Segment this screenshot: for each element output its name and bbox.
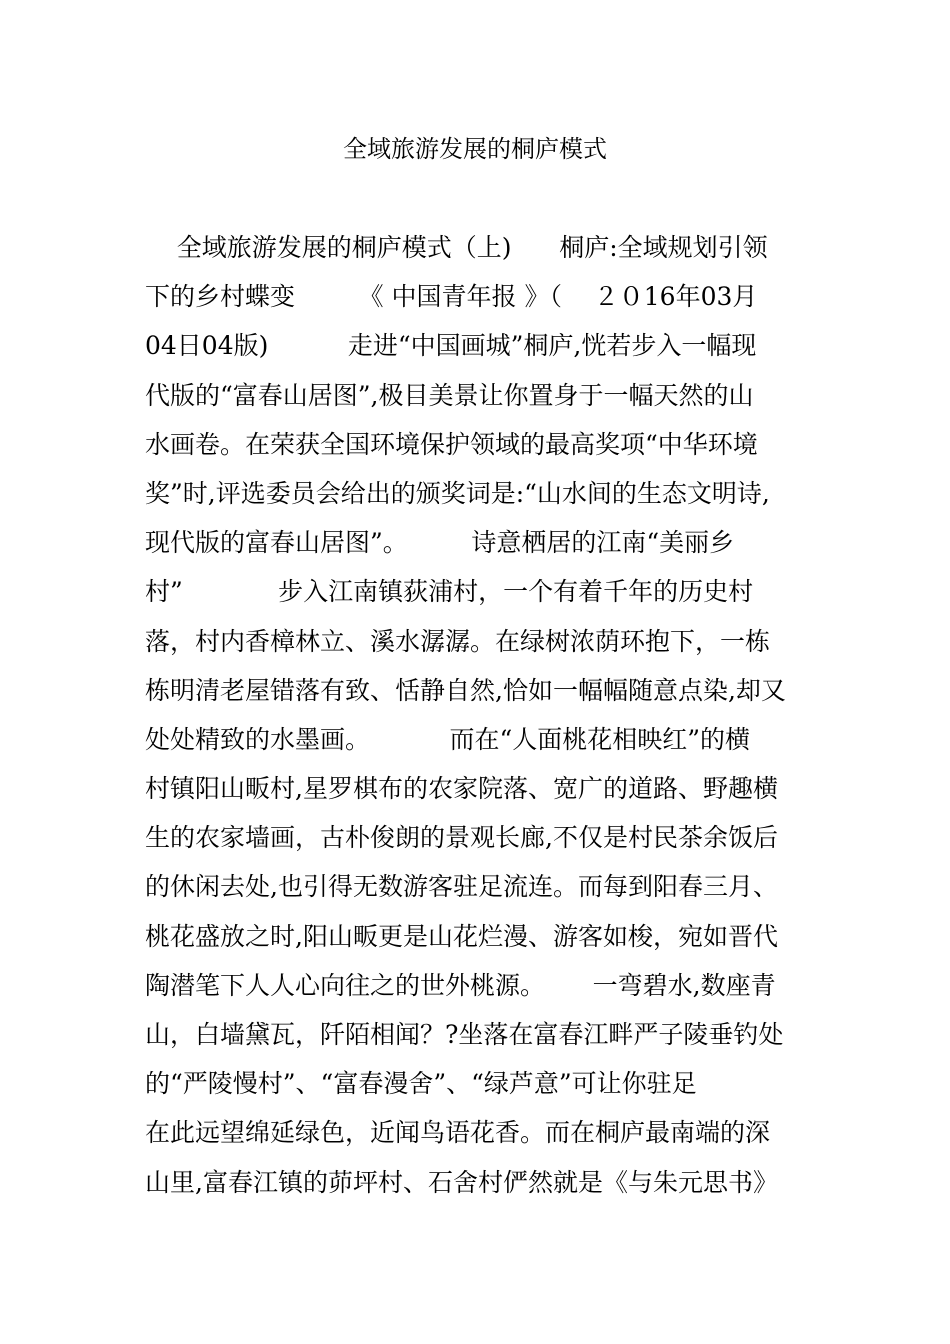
body-line: 山里,富春江镇的茆坪村、石舍村俨然就是《与朱元思书》 bbox=[145, 1167, 778, 1197]
body-line: 村镇阳山畈村,星罗棋布的农家院落、宽广的道路、野趣横 bbox=[145, 774, 778, 804]
body-line: 的“严陵慢村”、“富春漫舍”、“绿芦意”可让你驻足 bbox=[145, 1069, 697, 1099]
body-line: 山，白墙黛瓦，阡陌相闻？?坐落在富春江畔严子陵垂钓处 bbox=[145, 1020, 784, 1049]
body-line: 04日04版) 走进“中国画城”桐庐,恍若步入一幅现 bbox=[145, 331, 757, 361]
body-line: 村” 步入江南镇荻浦村，一个有着千年的历史村 bbox=[145, 577, 754, 607]
document-title: 全域旅游发展的桐庐模式 bbox=[343, 135, 607, 163]
body-line: 全域旅游发展的桐庐模式（上) 桐庐:全域规划引领 bbox=[145, 233, 768, 262]
body-line: 在此远望绵延绿色，近闻鸟语花香。而在桐庐最南端的深 bbox=[145, 1118, 771, 1148]
body-line: 的休闲去处,也引得无数游客驻足流连。而每到阳春三月、 bbox=[145, 872, 778, 902]
body-line: 生的农家墙画，古朴俊朗的景观长廊,不仅是村民茶余饭后 bbox=[145, 823, 778, 853]
body-line: 陶潜笔下人人心向往之的世外桃源。 一弯碧水,数座青 bbox=[145, 970, 776, 1000]
body-line: 桃花盛放之时,阳山畈更是山花烂漫、游客如梭，宛如晋代 bbox=[145, 921, 778, 951]
body-line: 奖”时,评选委员会给出的颁奖词是:“山水间的生态文明诗, bbox=[145, 478, 770, 508]
body-line: 现代版的富春山居图”。 诗意栖居的江南“美丽乡 bbox=[145, 528, 735, 558]
body-line: 水画卷。在荣获全国环境保护领域的最高奖项“中华环境 bbox=[145, 429, 758, 459]
body-line: 处处精致的水墨画。 而在“人面桃花相映红”的横 bbox=[145, 724, 751, 754]
body-line: 代版的“富春山居图”,极目美景让你置身于一幅天然的山 bbox=[145, 380, 754, 410]
document-body bbox=[145, 228, 803, 1212]
body-line: 栋明清老屋错落有致、恬静自然,恰如一幅幅随意点染,却又 bbox=[145, 675, 786, 705]
body-line: 落，村内香樟林立、溪水潺潺。在绿树浓荫环抱下，一栋 bbox=[145, 626, 771, 656]
body-line: 下的乡村蝶变 《 中国青年报 》（ ２０16年03月 bbox=[145, 282, 758, 312]
